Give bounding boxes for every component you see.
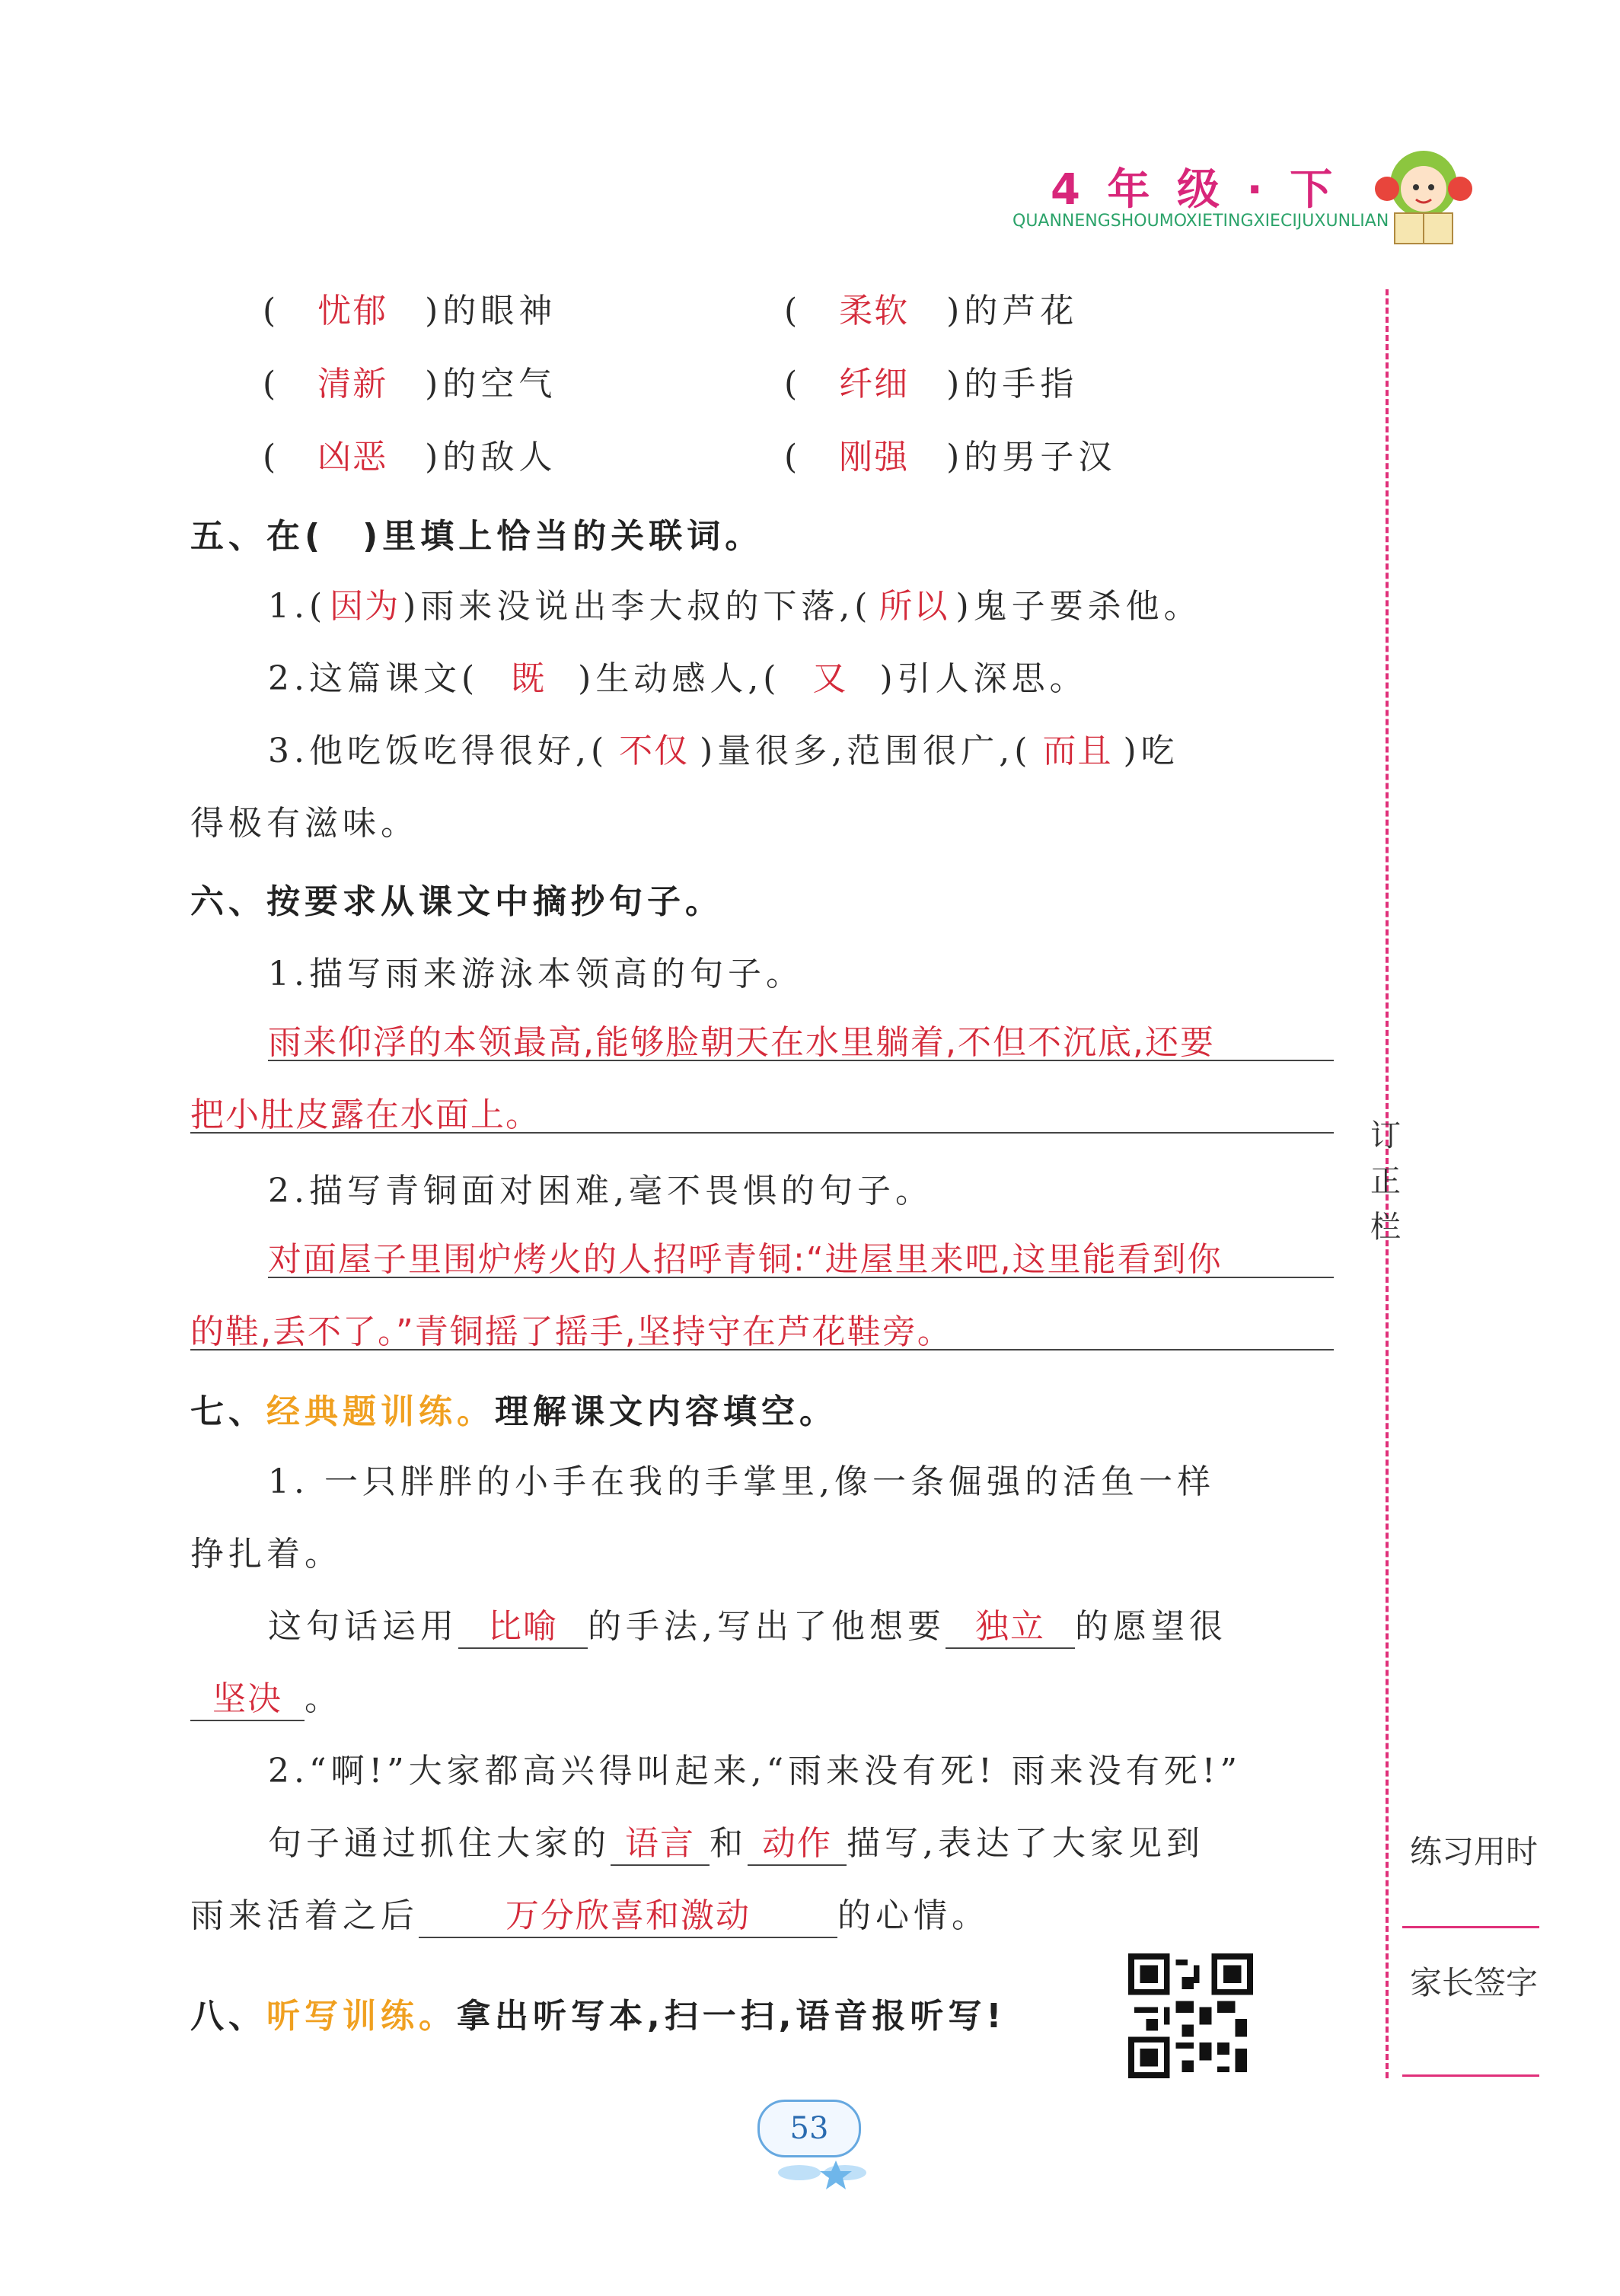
section7-q1-fill: 这句话运用 比喻 的手法,写出了他想要 独立 的愿望很 xyxy=(268,1599,1227,1649)
section6-title: 六、按要求从课文中摘抄句子。 xyxy=(190,882,723,921)
section5-q3: 3.他吃饭吃得很好,( 不仅 )量很多,范围很广,( 而且 )吃 xyxy=(268,732,1179,770)
section6-q2-prompt: 2.描写青铜面对困难,毫不畏惧的句子。 xyxy=(268,1172,933,1210)
grade-title: 4 年 级 · 下 xyxy=(1051,165,1339,215)
pair-row-3-left: ( 凶恶 )的敌人 xyxy=(263,438,557,477)
practice-time-label: 练习用时 xyxy=(1410,1833,1539,1870)
pair-row-1-right: ( 柔软 )的芦花 xyxy=(784,292,1079,330)
page-number: 53 xyxy=(757,2100,861,2157)
section7-q1-line2: 挣扎着。 xyxy=(190,1535,343,1574)
section5-q1: 1.(因为)雨来没说出李大叔的下落,( 所以 )鬼子要杀他。 xyxy=(268,587,1202,626)
page-number-badge xyxy=(757,2100,856,2153)
section8-title: 八、听写训练。拿出听写本,扫一扫,语音报听写! xyxy=(190,1997,1006,2036)
correction-char-2: 正 xyxy=(1370,1164,1401,1199)
section6-q2-answer-1: 对面屋子里围炉烤火的人招呼青铜:“进屋里来吧,这里能看到你 xyxy=(268,1240,1223,1279)
section5-q2: 2.这篇课文( 既 )生动感人,( 又 )引人深思。 xyxy=(268,659,1088,698)
parent-signature-label: 家长签字 xyxy=(1410,1964,1539,2001)
section7-title: 七、经典题训练。理解课文内容填空。 xyxy=(190,1392,837,1431)
practice-time-line xyxy=(1402,1926,1539,1928)
section7-q1-fill-end: 坚决 。 xyxy=(190,1671,343,1721)
correction-char-1: 订 xyxy=(1370,1118,1401,1153)
series-pinyin: QUANNENGSHOUMOXIETINGXIECIJUXUNLIAN xyxy=(1012,212,1389,231)
section6-q1-answer-2: 把小肚皮露在水面上。 xyxy=(190,1095,541,1134)
parent-signature-line xyxy=(1402,2074,1539,2077)
correction-char-3: 栏 xyxy=(1370,1210,1401,1245)
section6-q1-prompt: 1.描写雨来游泳本领高的句子。 xyxy=(268,955,804,993)
section7-q2-line1: 2.“啊!”大家都高兴得叫起来,“雨来没有死! 雨来没有死!” xyxy=(268,1752,1242,1791)
section7-q2-fill-2: 雨来活着之后 万分欣喜和激动 的心情。 xyxy=(190,1888,990,1938)
pair-row-2-right: ( 纤细 )的手指 xyxy=(784,365,1079,403)
answer-line xyxy=(268,1060,1334,1061)
qr-code-icon[interactable] xyxy=(1128,1953,1253,2081)
section6-q2-answer-2: 的鞋,丢不了。”青铜摇了摇手,坚持守在芦花鞋旁。 xyxy=(190,1312,952,1351)
pair-row-3-right: ( 刚强 )的男子汉 xyxy=(784,438,1117,477)
pair-row-1-left: ( 忧郁 )的眼神 xyxy=(263,292,557,330)
section7-q1-line1: 1. 一只胖胖的小手在我的手掌里,像一条倔强的活鱼一样 xyxy=(268,1462,1215,1501)
answer-line xyxy=(268,1277,1334,1278)
section6-q1-answer-1: 雨来仰浮的本领最高,能够脸朝天在水里躺着,不但不沉底,还要 xyxy=(268,1023,1215,1062)
pair-row-2-left: ( 清新 )的空气 xyxy=(263,365,557,403)
answer-line xyxy=(190,1132,1334,1134)
mascot-icon xyxy=(1370,137,1477,254)
section5-q3-continued: 得极有滋味。 xyxy=(190,804,419,843)
section7-q2-fill: 句子通过抓住大家的 语言 和 动作 描写,表达了大家见到 xyxy=(268,1816,1204,1866)
section5-title: 五、在( )里填上恰当的关联词。 xyxy=(190,517,764,556)
answer-line xyxy=(190,1349,1334,1350)
star-decoration-icon xyxy=(761,2154,883,2203)
